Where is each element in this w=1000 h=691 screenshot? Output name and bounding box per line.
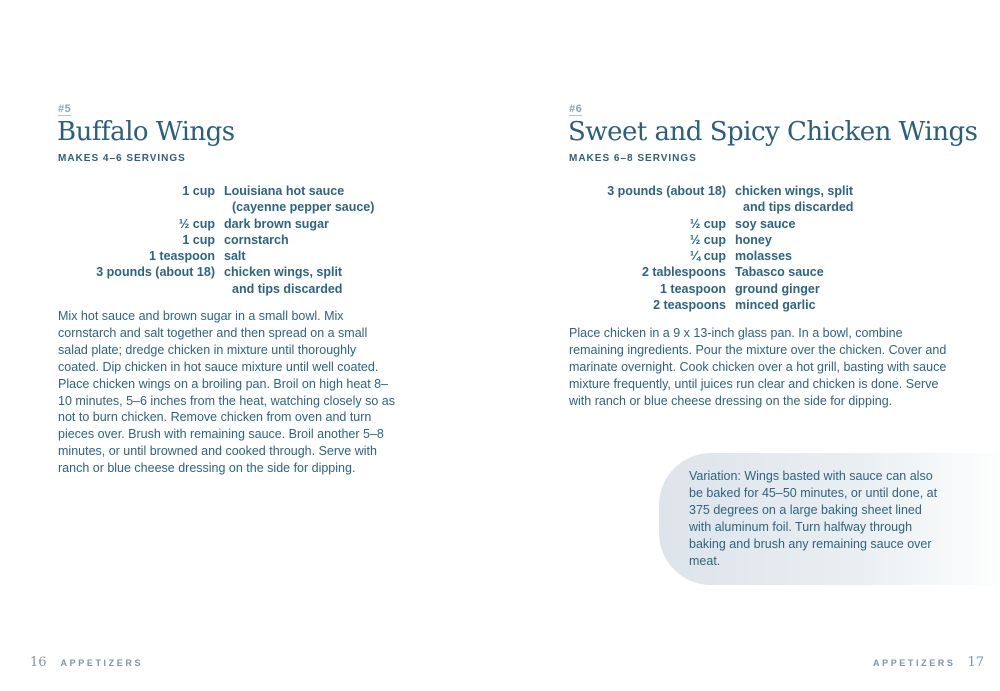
ingredient-quantity: 1 cup [182,232,215,247]
ingredient-name: ground ginger [735,281,820,296]
ingredient-name: chicken wings, split and tips discarded [735,184,854,215]
ingredient-name: molasses [735,249,792,264]
right-page [511,0,1000,691]
ingredient-quantity: ½ cup [178,216,215,231]
ingredient-quantity: 2 tablespoons [641,265,726,280]
ingredient-name: dark brown sugar [224,216,329,231]
servings-label: MAKES 4–6 SERVINGS [58,153,186,164]
ingredient-name: salt [224,249,246,264]
recipe-title: Buffalo Wings [57,117,235,147]
ingredient-quantity: 1 cup [182,184,215,198]
variation-callout [659,453,1000,585]
ingredient-quantity: ½ cup [689,216,726,231]
ingredient-list [569,183,853,313]
ingredient-quantity: 3 pounds (about 18) [96,265,215,280]
ingredient-name: cornstarch [224,232,289,247]
ingredient-name: chicken wings, split and tips discarded [224,265,343,296]
ingredient-quantity: 2 teaspoons [653,298,726,313]
ingredient-row [58,248,374,264]
ingredient-quantity: 3 pounds (about 18) [607,184,726,198]
ingredient-row [58,183,374,216]
recipe-number: #5 [58,103,72,115]
variation-text: Variation: Wings basted with sauce can also be baked for 45–50 minutes, or until done, at 375 degrees on a large baking sheet lined with aluminum foil. Turn halfway through baking and brush any remaining sauce over meat. [689,469,938,568]
page-number: 16 [30,655,47,670]
ingredient-row [569,183,853,216]
recipe-directions: Mix hot sauce and brown sugar in a small bowl. Mix cornstarch and salt together and then spread on a small salad plate; dredge chicken in mixture until thoroughly coated. Dip chicken in hot sauce mixture until well coated. Place chicken wings on a broiling pan. Broil on high heat 8–10 minutes, 5–6 inches from the heat, watching closely so as not to burn chicken. Remove chicken from oven and turn pieces over. Brush with remaining sauce. Broil another 5–8 minutes, or until browned and cooked through. Serve with ranch or blue cheese dressing on the side for dipping. [58,309,395,476]
recipe-directions: Place chicken in a 9 x 13-inch glass pan. In a bowl, combine remaining ingredients. Pour the mixture over the chicken. Cover and marinate overnight. Cook chicken over a hot grill, basting with sauce mixture frequently, until juices run clear and chicken is done. Serve with ranch or blue cheese dressing on the side for dipping. [569,326,947,408]
ingredient-row [569,232,853,248]
ingredient-row [569,248,853,264]
page-number: 17 [967,655,985,670]
ingredient-row [58,216,374,232]
page-footer [30,655,143,670]
ingredient-quantity: ¼ cup [689,249,726,264]
section-name: APPETIZERS [873,658,956,668]
servings-label: MAKES 6–8 SERVINGS [569,153,697,164]
section-name: APPETIZERS [60,658,144,668]
ingredient-row [569,264,853,280]
ingredient-name: honey [735,232,772,247]
ingredient-name: minced garlic [735,298,816,313]
recipe-title: Sweet and Spicy Chicken Wings [568,117,978,147]
ingredient-row [569,281,853,297]
ingredient-quantity: 1 teaspoon [660,281,726,296]
ingredient-list [58,183,374,297]
ingredient-name: Louisiana hot sauce (cayenne pepper sauce) [224,184,375,215]
ingredient-quantity: ½ cup [689,232,726,247]
ingredient-name: Tabasco sauce [735,265,824,280]
ingredient-quantity: 1 teaspoon [149,249,215,264]
ingredient-row [58,232,374,248]
ingredient-row [569,297,853,313]
ingredient-name: soy sauce [735,216,796,231]
page-footer [873,655,984,670]
ingredient-row [569,216,853,232]
recipe-number: #6 [569,103,583,115]
ingredient-row [58,264,374,297]
